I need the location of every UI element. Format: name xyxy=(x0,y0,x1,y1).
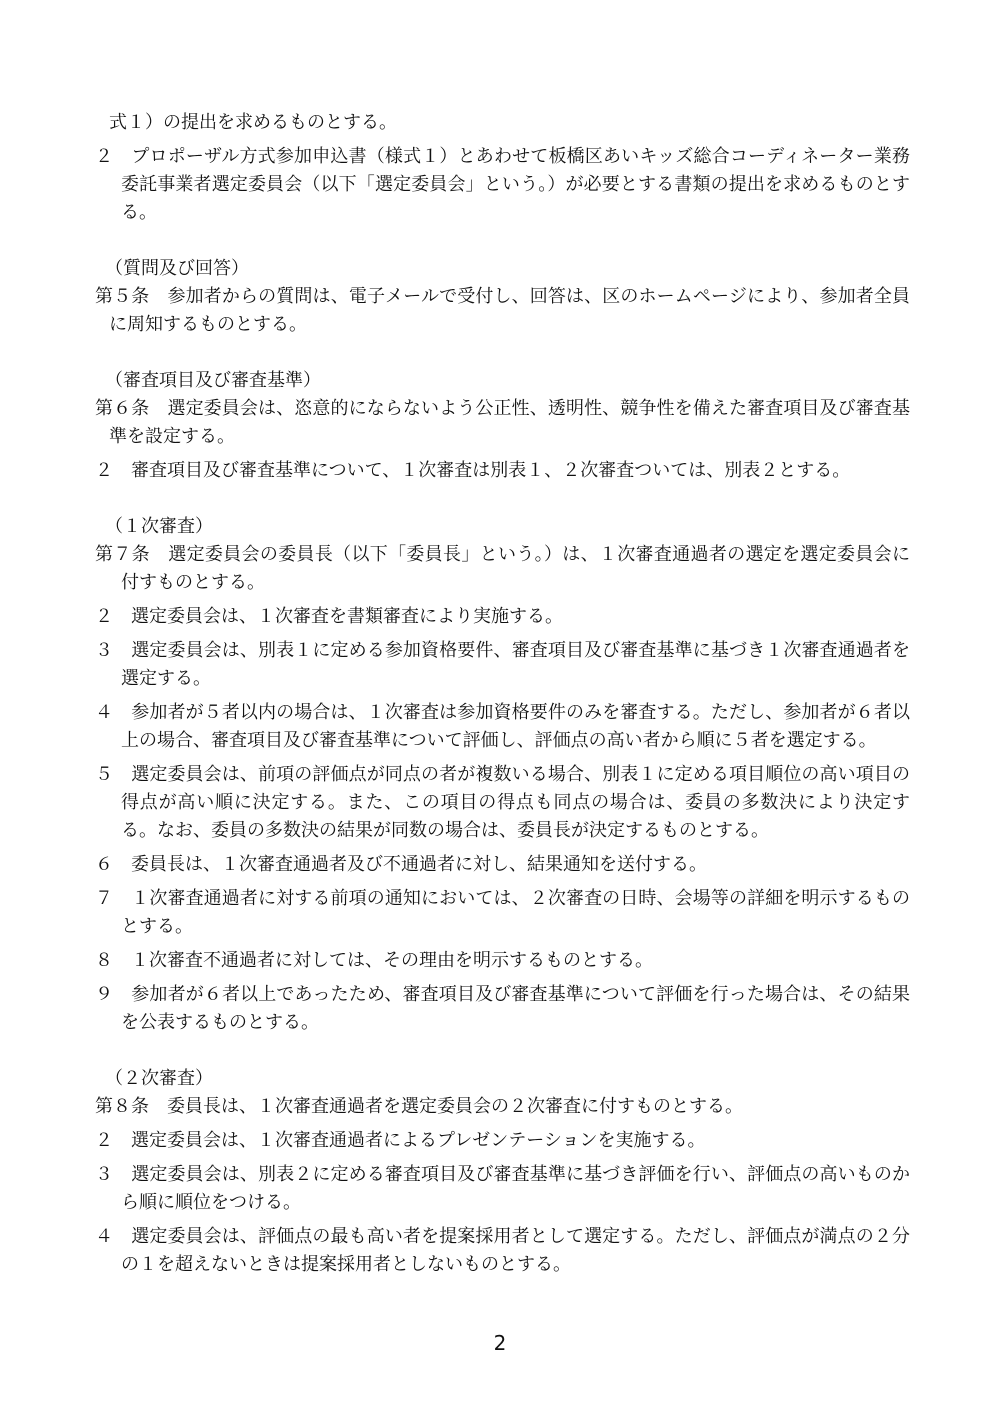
clause-8-4: ４ 選定委員会は、評価点の最も高い者を提案採用者として選定する。ただし、評価点が満点の２分の１を超えないときは提案採用者としないものとする。 xyxy=(95,1226,910,1275)
article-6: 第６条 選定委員会は、恣意的にならないよう公正性、透明性、競争性を備えた審査項目及び審査基準を設定する。 xyxy=(95,398,910,447)
document-body xyxy=(95,109,910,1285)
clause-6-2: ２ 審査項目及び審査基準について、１次審査は別表１、２次審査ついては、別表２とする。 xyxy=(95,460,851,481)
clause-8-2: ２ 選定委員会は、１次審査通過者によるプレゼンテーションを実施する。 xyxy=(95,1130,706,1151)
clause-7-7: ７ １次審査通過者に対する前項の通知においては、２次審査の日時、会場等の詳細を明示するものとする。 xyxy=(95,888,910,937)
heading-article-7: （１次審査） xyxy=(105,516,213,537)
clause-7-6: ６ 委員長は、１次審査通過者及び不通過者に対し、結果通知を送付する。 xyxy=(95,854,707,875)
clause-4-2: ２ プロポーザル方式参加申込書（様式１）とあわせて板橋区あいキッズ総合コーディネーター業務委託事業者選定委員会（以下「選定委員会」という。）が必要とする書類の提出を求めるものとする。 xyxy=(95,146,910,223)
clause-7-2: ２ 選定委員会は、１次審査を書類審査により実施する。 xyxy=(95,606,563,627)
page-number: 2 xyxy=(493,1331,507,1355)
heading-article-6: （審査項目及び審査基準） xyxy=(105,370,321,391)
clause-7-8: ８ １次審査不通過者に対しては、その理由を明示するものとする。 xyxy=(95,950,653,971)
clause-7-9: ９ 参加者が６者以上であったため、審査項目及び審査基準について評価を行った場合は、その結果を公表するものとする。 xyxy=(95,984,910,1033)
clause-7-3: ３ 選定委員会は、別表１に定める参加資格要件、審査項目及び審査基準に基づき１次審査通過者を選定する。 xyxy=(95,640,910,689)
clause-7-5: ５ 選定委員会は、前項の評価点が同点の者が複数いる場合、別表１に定める項目順位の高い項目の得点が高い順に決定する。また、この項目の得点も同点の場合は、委員の多数決により決定する。なお、委員の多数決の結果が同数の場合は、委員長が決定するものとする。 xyxy=(95,764,910,841)
clause-7-4: ４ 参加者が５者以内の場合は、１次審査は参加資格要件のみを審査する。ただし、参加者が６者以上の場合、審査項目及び審査基準について評価し、評価点の高い者から順に５者を選定する。 xyxy=(95,702,910,751)
article-7: 第７条 選定委員会の委員長（以下「委員長」という。）は、１次審査通過者の選定を選定委員会に付すものとする。 xyxy=(95,544,910,593)
heading-article-5: （質問及び回答） xyxy=(105,258,249,279)
article-8: 第８条 委員長は、１次審査通過者を選定委員会の２次審査に付すものとする。 xyxy=(95,1096,743,1117)
continuation-paragraph: 式１）の提出を求めるものとする。 xyxy=(109,112,397,133)
article-5: 第５条 参加者からの質問は、電子メールで受付し、回答は、区のホームページにより、参加者全員に周知するものとする。 xyxy=(95,286,910,335)
clause-8-3: ３ 選定委員会は、別表２に定める審査項目及び審査基準に基づき評価を行い、評価点の高いものから順に順位をつける。 xyxy=(95,1164,910,1213)
heading-article-8: （２次審査） xyxy=(105,1068,213,1089)
